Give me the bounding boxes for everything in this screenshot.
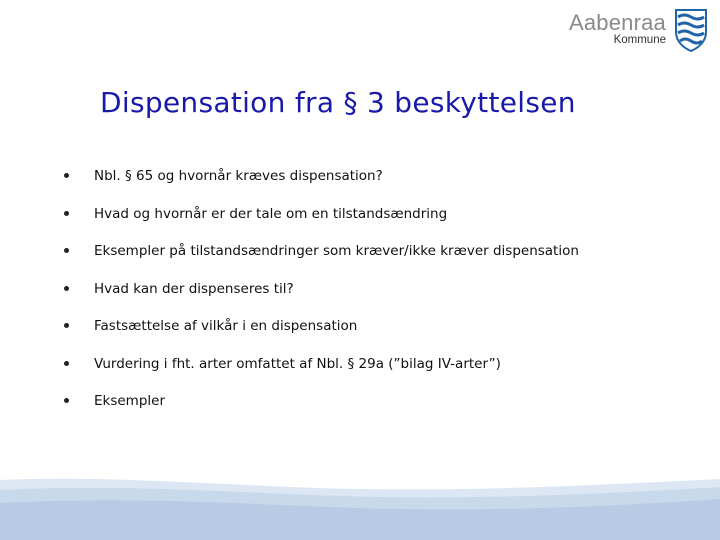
bullet-icon [64, 286, 69, 291]
bullet-icon [64, 398, 69, 403]
bullet-icon [64, 211, 69, 216]
bullet-text: Eksempler [94, 393, 166, 409]
slide-title: Dispensation fra § 3 beskyttelsen [100, 86, 576, 119]
bullet-text: Vurdering i fht. arter omfattet af Nbl. § 29a (”bilag IV-arter”) [94, 355, 501, 372]
logo-name: Aabenraa [568, 10, 666, 35]
bullet-text: Hvad kan der dispenseres til? [94, 280, 294, 297]
bullet-text: Hvad og hvornår er der tale om en tilstandsændring [94, 205, 448, 222]
crest-icon [674, 8, 708, 52]
bullet-text: Fastsættelse af vilkår i en dispensation [94, 318, 358, 334]
bullet-icon [64, 248, 69, 253]
bullet-icon [64, 173, 69, 178]
logo-subtitle: Kommune [613, 34, 666, 46]
bullet-text: Eksempler på tilstandsændringer som kræver/ikke kræver dispensation [94, 243, 579, 259]
bullet-icon [64, 323, 69, 328]
bullet-text: Nbl. § 65 og hvornår kræves dispensation? [94, 168, 383, 184]
bullet-icon [64, 361, 69, 366]
footer-wave-decoration [0, 465, 720, 540]
